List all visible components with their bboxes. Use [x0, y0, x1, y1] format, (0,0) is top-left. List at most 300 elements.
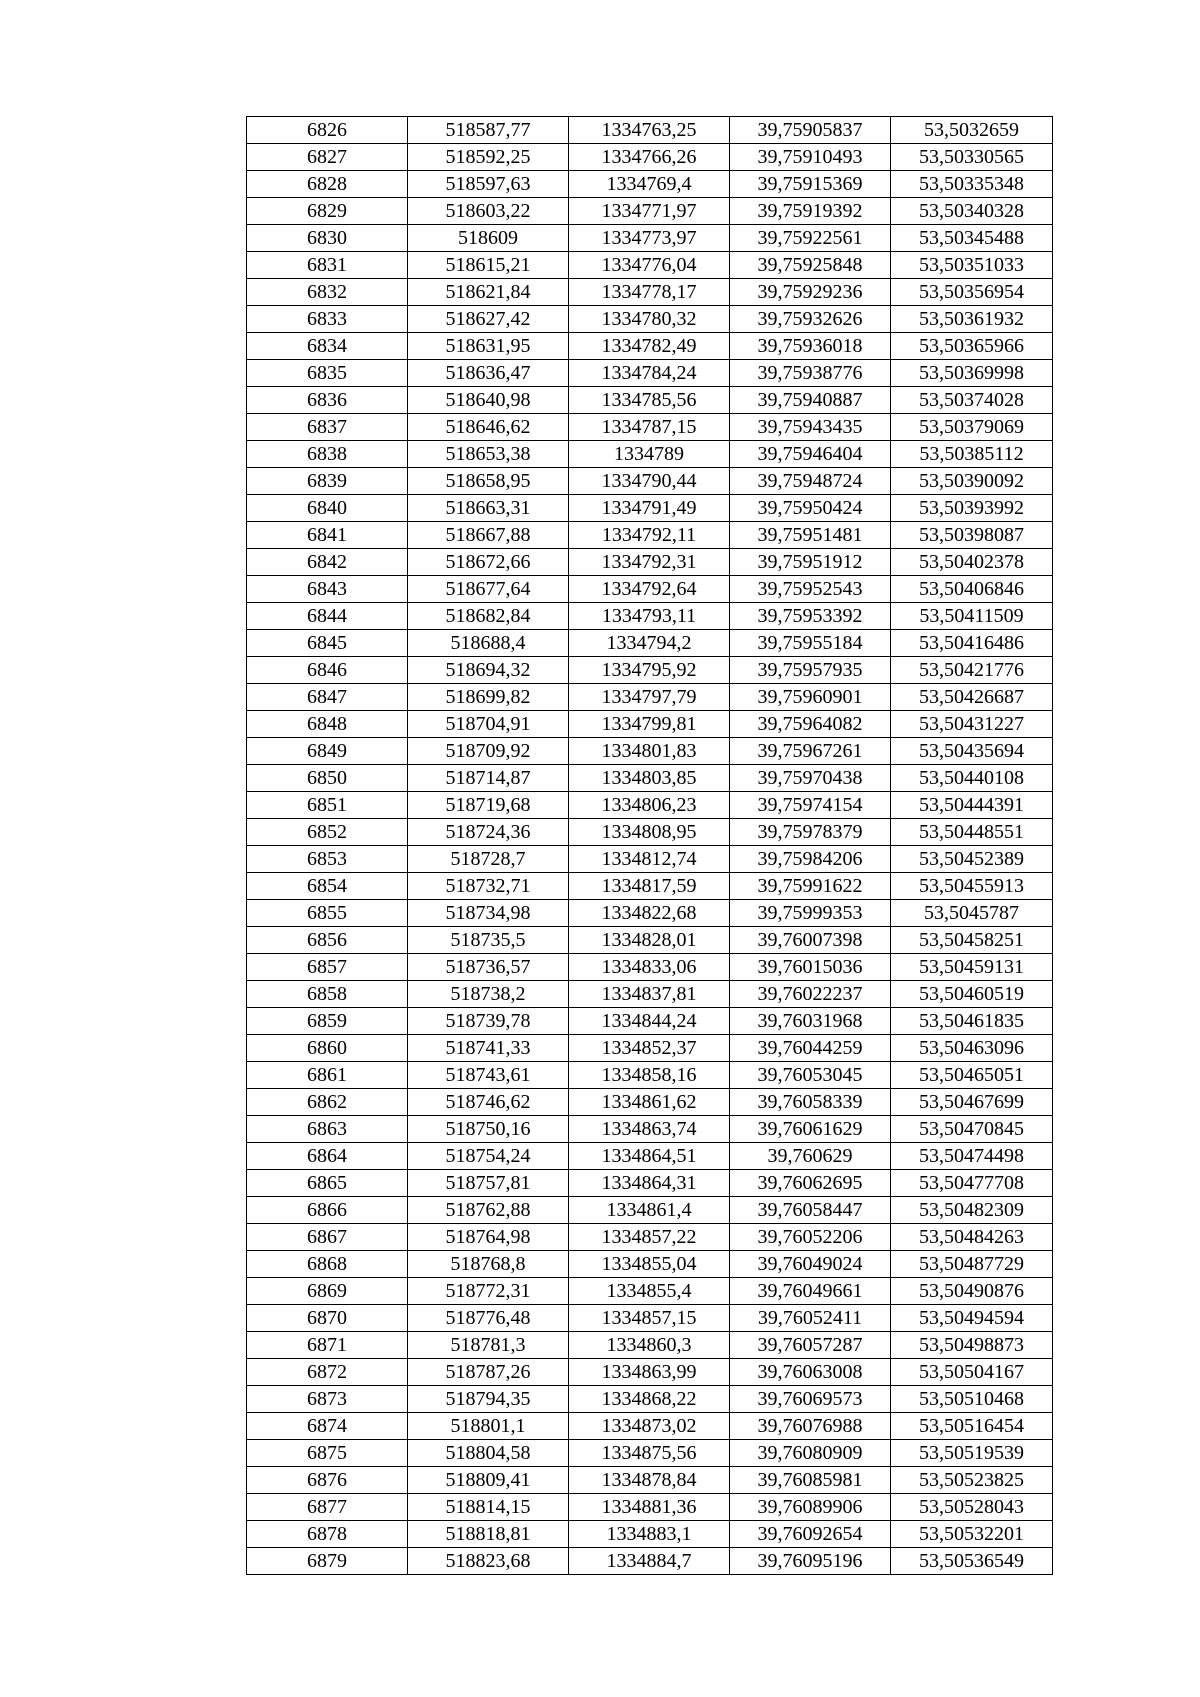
x-coordinate-cell: 518658,95: [408, 468, 569, 495]
x-coordinate-cell: 518787,26: [408, 1359, 569, 1386]
latitude-cell: 53,50440108: [891, 765, 1053, 792]
longitude-cell: 39,75950424: [730, 495, 891, 522]
y-coordinate-cell: 1334792,11: [569, 522, 730, 549]
y-coordinate-cell: 1334801,83: [569, 738, 730, 765]
longitude-cell: 39,75960901: [730, 684, 891, 711]
latitude-cell: 53,50351033: [891, 252, 1053, 279]
x-coordinate-cell: 518746,62: [408, 1089, 569, 1116]
point-number-cell: 6859: [247, 1008, 408, 1035]
latitude-cell: 53,50406846: [891, 576, 1053, 603]
table-row: [247, 1305, 1053, 1332]
point-number-cell: 6833: [247, 306, 408, 333]
table-row: [247, 1548, 1053, 1575]
point-number-cell: 6835: [247, 360, 408, 387]
longitude-cell: 39,75925848: [730, 252, 891, 279]
y-coordinate-cell: 1334785,56: [569, 387, 730, 414]
point-number-cell: 6872: [247, 1359, 408, 1386]
x-coordinate-cell: 518609: [408, 225, 569, 252]
table-row: [247, 333, 1053, 360]
table-row: [247, 1170, 1053, 1197]
table-row: [247, 1116, 1053, 1143]
longitude-cell: 39,76053045: [730, 1062, 891, 1089]
table-body: [247, 117, 1053, 1575]
x-coordinate-cell: 518754,24: [408, 1143, 569, 1170]
table-row: [247, 819, 1053, 846]
y-coordinate-cell: 1334784,24: [569, 360, 730, 387]
latitude-cell: 53,50385112: [891, 441, 1053, 468]
y-coordinate-cell: 1334857,22: [569, 1224, 730, 1251]
table-row: [247, 1467, 1053, 1494]
longitude-cell: 39,75946404: [730, 441, 891, 468]
x-coordinate-cell: 518699,82: [408, 684, 569, 711]
x-coordinate-cell: 518768,8: [408, 1251, 569, 1278]
latitude-cell: 53,50374028: [891, 387, 1053, 414]
y-coordinate-cell: 1334794,2: [569, 630, 730, 657]
table-row: [247, 549, 1053, 576]
x-coordinate-cell: 518809,41: [408, 1467, 569, 1494]
table-row: [247, 1197, 1053, 1224]
point-number-cell: 6850: [247, 765, 408, 792]
x-coordinate-cell: 518757,81: [408, 1170, 569, 1197]
latitude-cell: 53,50452389: [891, 846, 1053, 873]
longitude-cell: 39,75938776: [730, 360, 891, 387]
table-row: [247, 360, 1053, 387]
point-number-cell: 6853: [247, 846, 408, 873]
longitude-cell: 39,75905837: [730, 117, 891, 144]
y-coordinate-cell: 1334769,4: [569, 171, 730, 198]
latitude-cell: 53,50504167: [891, 1359, 1053, 1386]
y-coordinate-cell: 1334792,31: [569, 549, 730, 576]
point-number-cell: 6866: [247, 1197, 408, 1224]
longitude-cell: 39,76058447: [730, 1197, 891, 1224]
longitude-cell: 39,75957935: [730, 657, 891, 684]
table-row: [247, 603, 1053, 630]
x-coordinate-cell: 518736,57: [408, 954, 569, 981]
latitude-cell: 53,5032659: [891, 117, 1053, 144]
x-coordinate-cell: 518677,64: [408, 576, 569, 603]
longitude-cell: 39,76085981: [730, 1467, 891, 1494]
point-number-cell: 6828: [247, 171, 408, 198]
table-row: [247, 441, 1053, 468]
table-row: [247, 144, 1053, 171]
table-row: [247, 900, 1053, 927]
y-coordinate-cell: 1334778,17: [569, 279, 730, 306]
y-coordinate-cell: 1334782,49: [569, 333, 730, 360]
y-coordinate-cell: 1334808,95: [569, 819, 730, 846]
table-row: [247, 468, 1053, 495]
x-coordinate-cell: 518663,31: [408, 495, 569, 522]
point-number-cell: 6855: [247, 900, 408, 927]
table-row: [247, 117, 1053, 144]
longitude-cell: 39,75953392: [730, 603, 891, 630]
latitude-cell: 53,50340328: [891, 198, 1053, 225]
table-row: [247, 1413, 1053, 1440]
point-number-cell: 6871: [247, 1332, 408, 1359]
x-coordinate-cell: 518694,32: [408, 657, 569, 684]
x-coordinate-cell: 518615,21: [408, 252, 569, 279]
table-row: [247, 1440, 1053, 1467]
point-number-cell: 6826: [247, 117, 408, 144]
y-coordinate-cell: 1334864,51: [569, 1143, 730, 1170]
latitude-cell: 53,50330565: [891, 144, 1053, 171]
point-number-cell: 6848: [247, 711, 408, 738]
point-number-cell: 6854: [247, 873, 408, 900]
coordinates-table: [246, 116, 1053, 1575]
y-coordinate-cell: 1334861,4: [569, 1197, 730, 1224]
latitude-cell: 53,50528043: [891, 1494, 1053, 1521]
point-number-cell: 6856: [247, 927, 408, 954]
point-number-cell: 6869: [247, 1278, 408, 1305]
y-coordinate-cell: 1334817,59: [569, 873, 730, 900]
latitude-cell: 53,50532201: [891, 1521, 1053, 1548]
point-number-cell: 6845: [247, 630, 408, 657]
latitude-cell: 53,50465051: [891, 1062, 1053, 1089]
y-coordinate-cell: 1334806,23: [569, 792, 730, 819]
point-number-cell: 6847: [247, 684, 408, 711]
y-coordinate-cell: 1334780,32: [569, 306, 730, 333]
latitude-cell: 53,50335348: [891, 171, 1053, 198]
latitude-cell: 53,50411509: [891, 603, 1053, 630]
longitude-cell: 39,75964082: [730, 711, 891, 738]
longitude-cell: 39,75999353: [730, 900, 891, 927]
point-number-cell: 6851: [247, 792, 408, 819]
table-row: [247, 954, 1053, 981]
longitude-cell: 39,76049024: [730, 1251, 891, 1278]
table-row: [247, 1521, 1053, 1548]
x-coordinate-cell: 518636,47: [408, 360, 569, 387]
table-row: [247, 576, 1053, 603]
y-coordinate-cell: 1334771,97: [569, 198, 730, 225]
y-coordinate-cell: 1334793,11: [569, 603, 730, 630]
longitude-cell: 39,76062695: [730, 1170, 891, 1197]
table-row: [247, 1278, 1053, 1305]
longitude-cell: 39,75940887: [730, 387, 891, 414]
latitude-cell: 53,50421776: [891, 657, 1053, 684]
latitude-cell: 53,50356954: [891, 279, 1053, 306]
longitude-cell: 39,75978379: [730, 819, 891, 846]
table-row: [247, 1332, 1053, 1359]
longitude-cell: 39,75952543: [730, 576, 891, 603]
table-row: [247, 792, 1053, 819]
table-row: [247, 738, 1053, 765]
point-number-cell: 6877: [247, 1494, 408, 1521]
x-coordinate-cell: 518776,48: [408, 1305, 569, 1332]
table-row: [247, 198, 1053, 225]
latitude-cell: 53,50402378: [891, 549, 1053, 576]
longitude-cell: 39,76076988: [730, 1413, 891, 1440]
y-coordinate-cell: 1334863,99: [569, 1359, 730, 1386]
point-number-cell: 6831: [247, 252, 408, 279]
point-number-cell: 6879: [247, 1548, 408, 1575]
x-coordinate-cell: 518794,35: [408, 1386, 569, 1413]
longitude-cell: 39,75967261: [730, 738, 891, 765]
longitude-cell: 39,76061629: [730, 1116, 891, 1143]
longitude-cell: 39,75984206: [730, 846, 891, 873]
x-coordinate-cell: 518640,98: [408, 387, 569, 414]
table-row: [247, 279, 1053, 306]
x-coordinate-cell: 518704,91: [408, 711, 569, 738]
x-coordinate-cell: 518667,88: [408, 522, 569, 549]
longitude-cell: 39,76049661: [730, 1278, 891, 1305]
longitude-cell: 39,75991622: [730, 873, 891, 900]
y-coordinate-cell: 1334833,06: [569, 954, 730, 981]
latitude-cell: 53,50390092: [891, 468, 1053, 495]
table-row: [247, 225, 1053, 252]
table-row: [247, 1143, 1053, 1170]
latitude-cell: 53,50463096: [891, 1035, 1053, 1062]
longitude-cell: 39,75955184: [730, 630, 891, 657]
table-row: [247, 522, 1053, 549]
latitude-cell: 53,50477708: [891, 1170, 1053, 1197]
point-number-cell: 6830: [247, 225, 408, 252]
longitude-cell: 39,76022237: [730, 981, 891, 1008]
longitude-cell: 39,760629: [730, 1143, 891, 1170]
table-row: [247, 846, 1053, 873]
latitude-cell: 53,50490876: [891, 1278, 1053, 1305]
point-number-cell: 6857: [247, 954, 408, 981]
x-coordinate-cell: 518597,63: [408, 171, 569, 198]
latitude-cell: 53,50393992: [891, 495, 1053, 522]
longitude-cell: 39,75951481: [730, 522, 891, 549]
longitude-cell: 39,76089906: [730, 1494, 891, 1521]
table-row: [247, 414, 1053, 441]
table-row: [247, 657, 1053, 684]
point-number-cell: 6841: [247, 522, 408, 549]
longitude-cell: 39,76058339: [730, 1089, 891, 1116]
latitude-cell: 53,50398087: [891, 522, 1053, 549]
latitude-cell: 53,50416486: [891, 630, 1053, 657]
longitude-cell: 39,75970438: [730, 765, 891, 792]
y-coordinate-cell: 1334822,68: [569, 900, 730, 927]
x-coordinate-cell: 518818,81: [408, 1521, 569, 1548]
x-coordinate-cell: 518750,16: [408, 1116, 569, 1143]
y-coordinate-cell: 1334883,1: [569, 1521, 730, 1548]
latitude-cell: 53,50494594: [891, 1305, 1053, 1332]
longitude-cell: 39,76031968: [730, 1008, 891, 1035]
table-row: [247, 387, 1053, 414]
y-coordinate-cell: 1334875,56: [569, 1440, 730, 1467]
longitude-cell: 39,75929236: [730, 279, 891, 306]
y-coordinate-cell: 1334884,7: [569, 1548, 730, 1575]
point-number-cell: 6861: [247, 1062, 408, 1089]
x-coordinate-cell: 518653,38: [408, 441, 569, 468]
x-coordinate-cell: 518743,61: [408, 1062, 569, 1089]
longitude-cell: 39,75910493: [730, 144, 891, 171]
point-number-cell: 6839: [247, 468, 408, 495]
y-coordinate-cell: 1334773,97: [569, 225, 730, 252]
x-coordinate-cell: 518719,68: [408, 792, 569, 819]
latitude-cell: 53,50431227: [891, 711, 1053, 738]
point-number-cell: 6849: [247, 738, 408, 765]
longitude-cell: 39,76015036: [730, 954, 891, 981]
y-coordinate-cell: 1334799,81: [569, 711, 730, 738]
latitude-cell: 53,50459131: [891, 954, 1053, 981]
latitude-cell: 53,50519539: [891, 1440, 1053, 1467]
y-coordinate-cell: 1334837,81: [569, 981, 730, 1008]
latitude-cell: 53,50510468: [891, 1386, 1053, 1413]
longitude-cell: 39,76052206: [730, 1224, 891, 1251]
x-coordinate-cell: 518672,66: [408, 549, 569, 576]
table-row: [247, 495, 1053, 522]
point-number-cell: 6864: [247, 1143, 408, 1170]
x-coordinate-cell: 518587,77: [408, 117, 569, 144]
x-coordinate-cell: 518709,92: [408, 738, 569, 765]
point-number-cell: 6846: [247, 657, 408, 684]
y-coordinate-cell: 1334776,04: [569, 252, 730, 279]
point-number-cell: 6829: [247, 198, 408, 225]
longitude-cell: 39,75915369: [730, 171, 891, 198]
latitude-cell: 53,50516454: [891, 1413, 1053, 1440]
longitude-cell: 39,76069573: [730, 1386, 891, 1413]
latitude-cell: 53,50458251: [891, 927, 1053, 954]
point-number-cell: 6844: [247, 603, 408, 630]
x-coordinate-cell: 518732,71: [408, 873, 569, 900]
point-number-cell: 6865: [247, 1170, 408, 1197]
table-row: [247, 1251, 1053, 1278]
latitude-cell: 53,50487729: [891, 1251, 1053, 1278]
point-number-cell: 6867: [247, 1224, 408, 1251]
y-coordinate-cell: 1334855,4: [569, 1278, 730, 1305]
longitude-cell: 39,75974154: [730, 792, 891, 819]
longitude-cell: 39,76063008: [730, 1359, 891, 1386]
y-coordinate-cell: 1334844,24: [569, 1008, 730, 1035]
x-coordinate-cell: 518688,4: [408, 630, 569, 657]
y-coordinate-cell: 1334766,26: [569, 144, 730, 171]
latitude-cell: 53,50361932: [891, 306, 1053, 333]
y-coordinate-cell: 1334868,22: [569, 1386, 730, 1413]
x-coordinate-cell: 518814,15: [408, 1494, 569, 1521]
y-coordinate-cell: 1334881,36: [569, 1494, 730, 1521]
latitude-cell: 53,50484263: [891, 1224, 1053, 1251]
longitude-cell: 39,75922561: [730, 225, 891, 252]
x-coordinate-cell: 518631,95: [408, 333, 569, 360]
latitude-cell: 53,50455913: [891, 873, 1053, 900]
point-number-cell: 6873: [247, 1386, 408, 1413]
y-coordinate-cell: 1334797,79: [569, 684, 730, 711]
latitude-cell: 53,50461835: [891, 1008, 1053, 1035]
y-coordinate-cell: 1334790,44: [569, 468, 730, 495]
point-number-cell: 6834: [247, 333, 408, 360]
table-row: [247, 927, 1053, 954]
y-coordinate-cell: 1334852,37: [569, 1035, 730, 1062]
table-row: [247, 684, 1053, 711]
latitude-cell: 53,50369998: [891, 360, 1053, 387]
table-row: [247, 171, 1053, 198]
point-number-cell: 6878: [247, 1521, 408, 1548]
x-coordinate-cell: 518724,36: [408, 819, 569, 846]
point-number-cell: 6874: [247, 1413, 408, 1440]
longitude-cell: 39,75951912: [730, 549, 891, 576]
table-row: [247, 765, 1053, 792]
table-row: [247, 1494, 1053, 1521]
x-coordinate-cell: 518627,42: [408, 306, 569, 333]
y-coordinate-cell: 1334789: [569, 441, 730, 468]
x-coordinate-cell: 518741,33: [408, 1035, 569, 1062]
point-number-cell: 6842: [247, 549, 408, 576]
point-number-cell: 6870: [247, 1305, 408, 1332]
latitude-cell: 53,50467699: [891, 1089, 1053, 1116]
table-row: [247, 711, 1053, 738]
x-coordinate-cell: 518714,87: [408, 765, 569, 792]
table-row: [247, 630, 1053, 657]
longitude-cell: 39,76080909: [730, 1440, 891, 1467]
longitude-cell: 39,76057287: [730, 1332, 891, 1359]
longitude-cell: 39,76095196: [730, 1548, 891, 1575]
table-row: [247, 1035, 1053, 1062]
point-number-cell: 6832: [247, 279, 408, 306]
longitude-cell: 39,76092654: [730, 1521, 891, 1548]
table-row: [247, 1062, 1053, 1089]
table-row: [247, 1224, 1053, 1251]
y-coordinate-cell: 1334763,25: [569, 117, 730, 144]
point-number-cell: 6876: [247, 1467, 408, 1494]
y-coordinate-cell: 1334855,04: [569, 1251, 730, 1278]
point-number-cell: 6858: [247, 981, 408, 1008]
point-number-cell: 6837: [247, 414, 408, 441]
y-coordinate-cell: 1334873,02: [569, 1413, 730, 1440]
longitude-cell: 39,76044259: [730, 1035, 891, 1062]
x-coordinate-cell: 518739,78: [408, 1008, 569, 1035]
y-coordinate-cell: 1334863,74: [569, 1116, 730, 1143]
y-coordinate-cell: 1334857,15: [569, 1305, 730, 1332]
longitude-cell: 39,75936018: [730, 333, 891, 360]
y-coordinate-cell: 1334858,16: [569, 1062, 730, 1089]
y-coordinate-cell: 1334864,31: [569, 1170, 730, 1197]
y-coordinate-cell: 1334803,85: [569, 765, 730, 792]
longitude-cell: 39,76007398: [730, 927, 891, 954]
x-coordinate-cell: 518728,7: [408, 846, 569, 873]
x-coordinate-cell: 518592,25: [408, 144, 569, 171]
table-row: [247, 873, 1053, 900]
point-number-cell: 6843: [247, 576, 408, 603]
x-coordinate-cell: 518621,84: [408, 279, 569, 306]
latitude-cell: 53,50448551: [891, 819, 1053, 846]
x-coordinate-cell: 518735,5: [408, 927, 569, 954]
y-coordinate-cell: 1334860,3: [569, 1332, 730, 1359]
x-coordinate-cell: 518762,88: [408, 1197, 569, 1224]
longitude-cell: 39,75943435: [730, 414, 891, 441]
point-number-cell: 6862: [247, 1089, 408, 1116]
table-row: [247, 1008, 1053, 1035]
latitude-cell: 53,50536549: [891, 1548, 1053, 1575]
point-number-cell: 6840: [247, 495, 408, 522]
latitude-cell: 53,5045787: [891, 900, 1053, 927]
longitude-cell: 39,75919392: [730, 198, 891, 225]
point-number-cell: 6868: [247, 1251, 408, 1278]
y-coordinate-cell: 1334791,49: [569, 495, 730, 522]
table-row: [247, 1359, 1053, 1386]
longitude-cell: 39,75948724: [730, 468, 891, 495]
y-coordinate-cell: 1334812,74: [569, 846, 730, 873]
latitude-cell: 53,50435694: [891, 738, 1053, 765]
latitude-cell: 53,50345488: [891, 225, 1053, 252]
x-coordinate-cell: 518682,84: [408, 603, 569, 630]
latitude-cell: 53,50379069: [891, 414, 1053, 441]
table-row: [247, 252, 1053, 279]
x-coordinate-cell: 518738,2: [408, 981, 569, 1008]
point-number-cell: 6860: [247, 1035, 408, 1062]
x-coordinate-cell: 518764,98: [408, 1224, 569, 1251]
x-coordinate-cell: 518646,62: [408, 414, 569, 441]
longitude-cell: 39,76052411: [730, 1305, 891, 1332]
x-coordinate-cell: 518772,31: [408, 1278, 569, 1305]
latitude-cell: 53,50365966: [891, 333, 1053, 360]
y-coordinate-cell: 1334878,84: [569, 1467, 730, 1494]
point-number-cell: 6838: [247, 441, 408, 468]
latitude-cell: 53,50444391: [891, 792, 1053, 819]
longitude-cell: 39,75932626: [730, 306, 891, 333]
y-coordinate-cell: 1334861,62: [569, 1089, 730, 1116]
